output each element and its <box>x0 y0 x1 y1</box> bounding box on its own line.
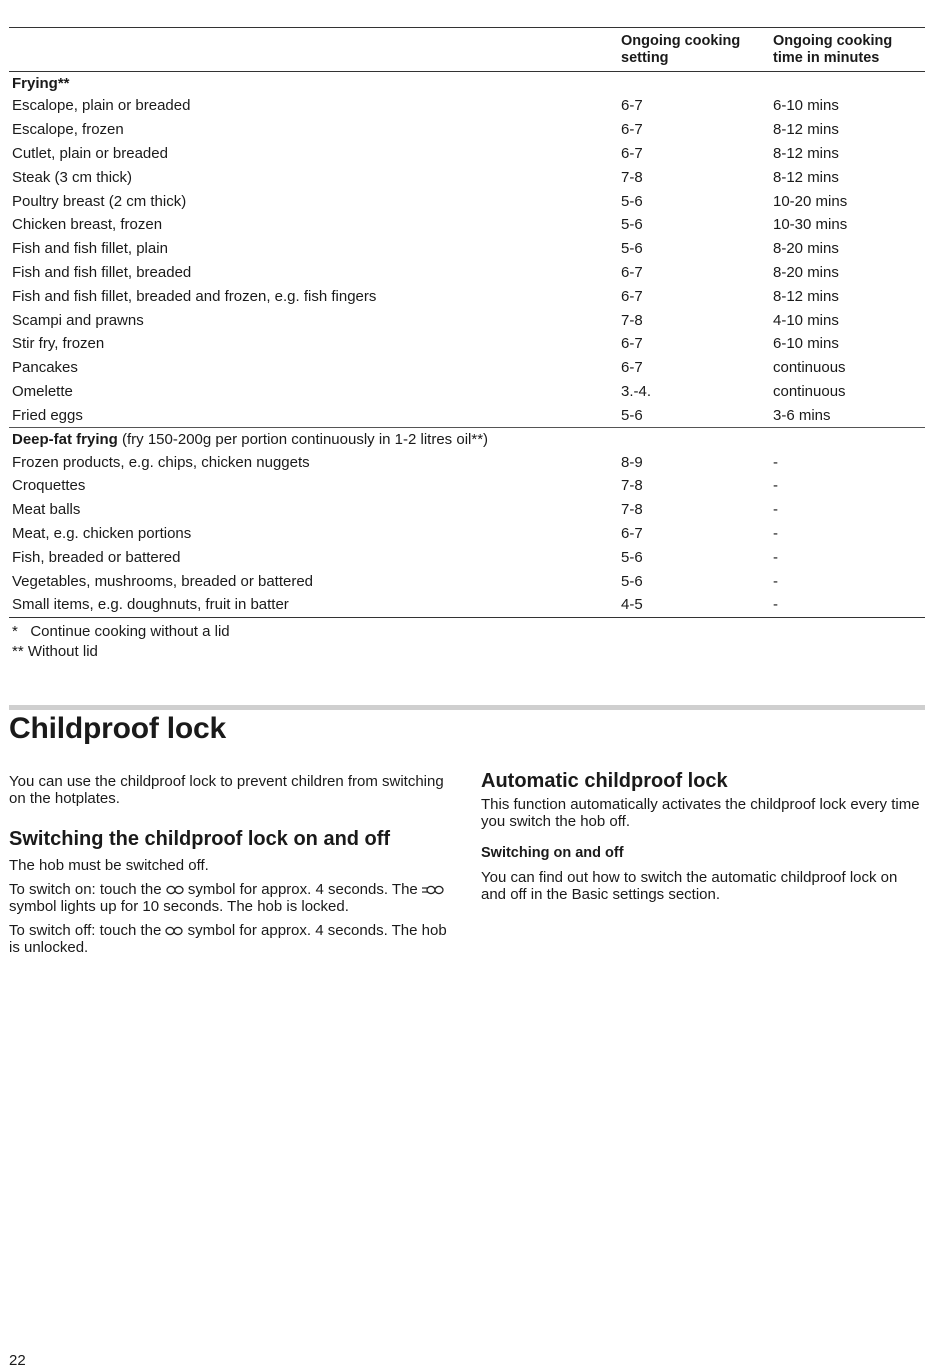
cell-time: - <box>770 593 925 617</box>
frying-title: Frying** <box>12 74 70 92</box>
cell-setting: 5-6 <box>621 406 643 424</box>
section-row-deep-fat <box>9 428 925 451</box>
cell-food: Croquettes <box>12 477 86 495</box>
cell-time: continuous <box>773 382 846 400</box>
cell-time: - <box>773 548 778 566</box>
cell-setting: 5-6 <box>621 192 643 210</box>
table-row <box>9 118 925 142</box>
right-column <box>481 770 926 909</box>
cell-setting: 7-8 <box>621 477 643 495</box>
table-row <box>9 593 925 617</box>
cell-time: 4-10 mins <box>773 311 839 329</box>
cell-setting: 5-6 <box>621 240 643 258</box>
cell-food: Small items, e.g. doughnuts, fruit in batter <box>9 593 618 617</box>
header-time: Ongoing cooking time in minutes <box>770 28 925 72</box>
automatic-p1: This function automatically activates the childproof lock every time you switch the hob off. <box>481 796 920 830</box>
cell-food: Scampi and prawns <box>12 311 144 329</box>
table-row <box>9 380 925 404</box>
cell-food: Poultry breast (2 cm thick) <box>12 192 187 210</box>
cell-time: 6-10 mins <box>773 335 839 353</box>
cell-food: Pancakes <box>12 359 78 377</box>
table-row <box>9 569 925 593</box>
cell-setting: 5-6 <box>621 548 643 566</box>
cell-time: 8-20 mins <box>773 263 839 281</box>
cell-setting: 6-7 <box>621 359 643 377</box>
cell-food: Steak (3 cm thick) <box>12 168 133 186</box>
cell-time: - <box>773 572 778 590</box>
cell-setting: 8-9 <box>621 453 643 471</box>
cell-time: - <box>773 501 778 519</box>
table-row <box>9 308 925 332</box>
cell-food: Meat, e.g. chicken portions <box>12 524 192 542</box>
cell-time: continuous <box>773 359 846 377</box>
switching-p1: The hob must be switched off. <box>9 857 209 874</box>
cell-time: 8-12 mins <box>773 121 839 139</box>
cell-setting: 5-6 <box>621 572 643 590</box>
cell-food: Escalope, frozen <box>12 121 124 139</box>
cell-time: 8-12 mins <box>773 287 839 305</box>
table-row <box>9 189 925 213</box>
left-column <box>9 773 454 962</box>
cell-setting: 5-6 <box>621 216 643 234</box>
switching-p2 <box>9 881 454 915</box>
cell-time: - <box>773 524 778 542</box>
table-row <box>9 237 925 261</box>
cell-setting: 6-7 <box>621 263 643 281</box>
cell-food: Chicken breast, frozen <box>12 216 163 234</box>
switching-p3 <box>9 922 454 956</box>
cell-setting: 7-8 <box>621 311 643 329</box>
cell-time: - <box>773 477 778 495</box>
section-rule <box>9 705 925 710</box>
cell-time: 6-10 mins <box>773 97 839 115</box>
table-row <box>9 403 925 427</box>
deep-fat-subtitle: (fry 150-200g per portion continuously in 1-2 litres oil**) <box>117 430 489 448</box>
page-title: Childproof lock <box>9 712 226 745</box>
header-setting: Ongoing cooking setting <box>618 28 770 72</box>
switching-p2-c: symbol lights up for 10 seconds. The hob is locked. <box>9 898 349 915</box>
key-lock-lit-icon <box>422 885 444 895</box>
table-row <box>9 498 925 522</box>
table-row <box>9 142 925 166</box>
cell-time: 3-6 mins <box>773 406 831 424</box>
note-1: * Continue cooking without a lid <box>12 623 230 640</box>
page-number: 22 <box>9 1352 26 1369</box>
table-row <box>9 94 925 118</box>
table-row <box>9 165 925 189</box>
cell-setting: 6-7 <box>621 121 643 139</box>
cell-time: - <box>773 453 778 471</box>
cell-time: 10-30 mins <box>773 216 848 234</box>
table-notes <box>12 622 230 662</box>
cell-time: 10-20 mins <box>773 192 848 210</box>
cell-setting: 6-7 <box>621 287 643 305</box>
cell-food: Meat balls <box>12 501 81 519</box>
automatic-p2: You can find out how to switch the automatic childproof lock on and off in the Basic settings section. <box>481 869 898 903</box>
cell-setting: 7-8 <box>621 501 643 519</box>
cell-food: Fried eggs <box>12 406 83 424</box>
table-row <box>9 545 925 569</box>
cell-setting: 6-7 <box>621 524 643 542</box>
deep-fat-title: Deep-fat frying <box>12 430 118 448</box>
cell-time: 8-12 mins <box>773 144 839 162</box>
switching-p2-a: To switch on: touch the <box>9 881 166 898</box>
cell-setting: 6-7 <box>621 144 643 162</box>
automatic-subtitle: Switching on and off <box>481 845 624 861</box>
cell-setting: 6-7 <box>621 97 643 115</box>
cell-setting: 4-5 <box>618 593 770 617</box>
table-header-row <box>9 28 925 72</box>
switching-p3-a: To switch off: touch the <box>9 922 166 939</box>
switching-p2-b: symbol for approx. 4 seconds. The <box>183 881 422 898</box>
cell-food: Cutlet, plain or breaded <box>12 144 168 162</box>
cell-food: Fish and fish fillet, breaded <box>12 263 192 281</box>
key-lock-icon <box>165 926 183 936</box>
cell-setting: 6-7 <box>621 335 643 353</box>
cell-time: 8-20 mins <box>773 240 839 258</box>
section-row-frying <box>9 72 925 95</box>
switching-title: Switching the childproof lock on and off <box>9 828 391 850</box>
cell-food: Fish and fish fillet, breaded and frozen, e.g. fish fingers <box>12 287 377 305</box>
table-row <box>9 284 925 308</box>
table-row <box>9 522 925 546</box>
header-food <box>9 28 618 72</box>
intro-text: You can use the childproof lock to prevent children from switching on the hotplates. <box>9 773 444 807</box>
table-row <box>9 261 925 285</box>
cooking-table <box>9 27 925 618</box>
table-row <box>9 474 925 498</box>
cell-setting: 3.-4. <box>621 382 652 400</box>
switching-p3-b: symbol for approx. 4 seconds. The hob is unlocked. <box>9 922 447 956</box>
cell-setting: 7-8 <box>621 168 643 186</box>
cell-time: 8-12 mins <box>773 168 839 186</box>
automatic-title: Automatic childproof lock <box>481 770 728 792</box>
note-2: ** Without lid <box>12 643 98 660</box>
cell-food: Fish and fish fillet, plain <box>12 240 168 258</box>
table-row <box>9 450 925 474</box>
table-row <box>9 213 925 237</box>
cell-food: Fish, breaded or battered <box>12 548 181 566</box>
table-row <box>9 332 925 356</box>
table-row <box>9 356 925 380</box>
cell-food: Vegetables, mushrooms, breaded or battered <box>12 572 314 590</box>
cell-food: Stir fry, frozen <box>12 335 105 353</box>
cell-food: Escalope, plain or breaded <box>12 97 191 115</box>
cell-food: Frozen products, e.g. chips, chicken nuggets <box>12 453 310 471</box>
cell-food: Omelette <box>12 382 73 400</box>
key-lock-icon <box>166 885 184 895</box>
